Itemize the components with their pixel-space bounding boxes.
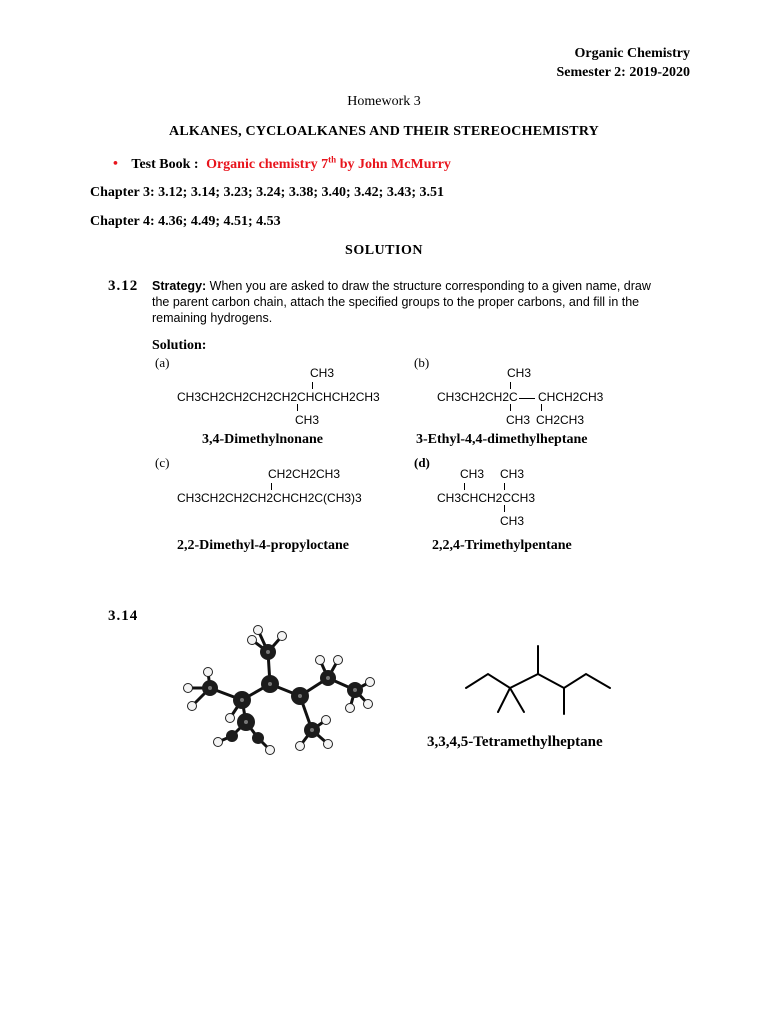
part-a-name: 3,4-Dimethylnonane	[202, 432, 323, 447]
solution-heading: SOLUTION	[345, 243, 423, 258]
homework-title: Homework 3	[347, 94, 421, 109]
part-a-main-chain: CH3CH2CH2CH2CH2CHCHCH2CH3	[177, 390, 380, 404]
part-b-label: (b)	[414, 355, 430, 370]
part-b-name: 3-Ethyl-4,4-dimethylheptane	[416, 432, 588, 447]
bond	[271, 483, 272, 490]
textbook-title[interactable]: Organic chemistry 7th by John McMurry	[206, 154, 451, 172]
part-c-name: 2,2-Dimethyl-4-propyloctane	[177, 538, 349, 553]
chapter-3-problems: Chapter 3: 3.12; 3.14; 3.23; 3.24; 3.38; 3.40; 3.42; 3.43; 3.51	[90, 185, 444, 200]
problem-314-number: 3.14	[108, 608, 139, 624]
bond	[504, 505, 505, 512]
chapter-4-problems: Chapter 4: 4.36; 4.49; 4.51; 4.53	[90, 214, 281, 229]
bond	[541, 404, 542, 411]
strategy-text-line3: remaining hydrogens.	[152, 311, 273, 325]
textbook-line	[113, 154, 451, 173]
part-d-name: 2,2,4-Trimethylpentane	[432, 538, 572, 553]
skeletal-structure-icon	[460, 640, 620, 720]
ball-and-stick-molecule-icon	[170, 622, 380, 762]
bond	[510, 404, 511, 411]
textbook-label: Test Book :	[131, 156, 199, 172]
bond	[464, 483, 465, 490]
problem-312-number: 3.12	[108, 278, 139, 294]
part-a-label: (a)	[155, 355, 170, 370]
bond	[519, 398, 535, 399]
part-c-main-chain: CH3CH2CH2CH2CHCH2C(CH3)3	[177, 491, 362, 505]
part-d-main-chain: CH3CHCH2CCH3	[437, 491, 536, 505]
problem-314-name: 3,3,4,5-Tetramethylheptane	[427, 734, 603, 750]
bond	[297, 404, 298, 411]
strategy-text-line2: the parent carbon chain, attach the specified groups to the proper carbons, and fill in the	[152, 295, 640, 309]
part-b-main-right: CHCH2CH3	[538, 390, 604, 404]
semester-label: Semester 2: 2019-2020	[556, 65, 690, 80]
part-b-main-left: CH3CH2CH2C	[437, 390, 518, 404]
part-b-top-group: CH3	[507, 366, 532, 380]
bullet-icon: •	[113, 156, 118, 172]
part-a-top-group: CH3	[310, 366, 335, 380]
part-d-label: (d)	[414, 455, 430, 470]
strategy-text: Strategy: When you are asked to draw the structure corresponding to a given name, draw	[152, 279, 651, 293]
bond	[312, 382, 313, 389]
part-b-bottom-left: CH3	[506, 413, 531, 427]
part-d-top-right: CH3	[500, 467, 525, 481]
part-b-bottom-right: CH2CH3	[536, 413, 585, 427]
topic-title: ALKANES, CYCLOALKANES AND THEIR STEREOCHEMISTRY	[169, 124, 599, 139]
bond	[510, 382, 511, 389]
part-d-top-left: CH3	[460, 467, 485, 481]
course-title: Organic Chemistry	[574, 46, 690, 61]
part-c-label: (c)	[155, 455, 170, 470]
part-a-bottom-group: CH3	[295, 413, 320, 427]
part-c-top-group: CH2CH2CH3	[268, 467, 341, 481]
bond	[504, 483, 505, 490]
solution-label: Solution:	[152, 338, 207, 353]
part-d-bottom-group: CH3	[500, 514, 525, 528]
